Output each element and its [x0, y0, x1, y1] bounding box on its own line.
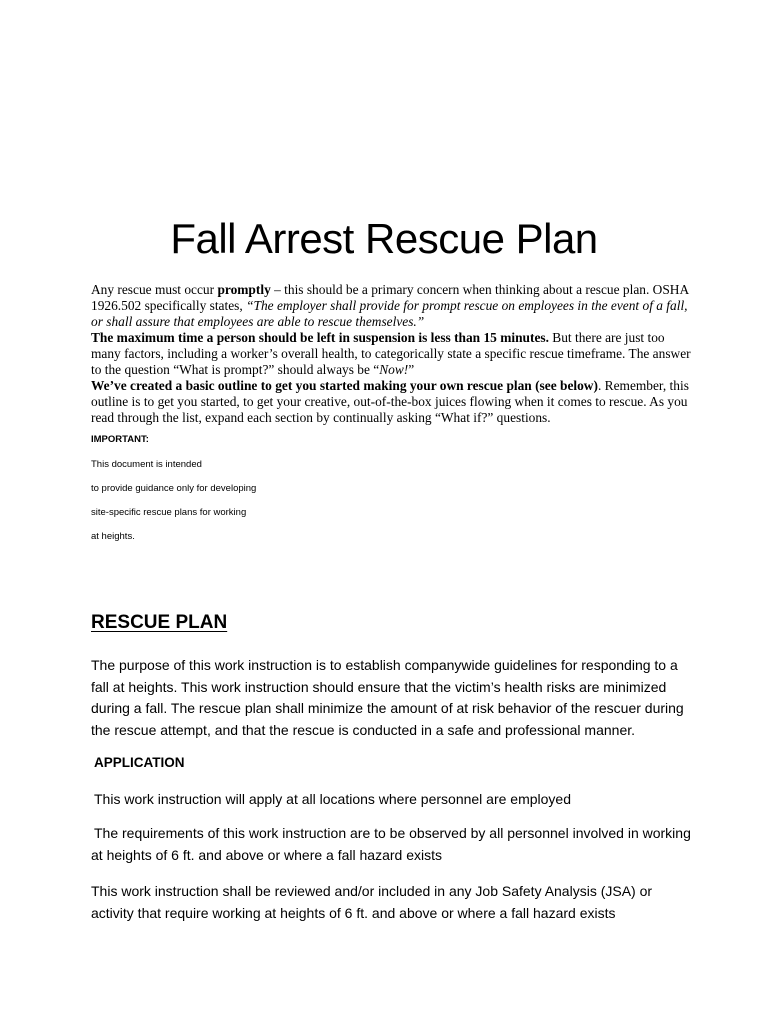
intro-p2-bold-1: The maximum time a person should be left in suspension is less than 15 minutes. — [91, 330, 549, 345]
application-heading: APPLICATION — [94, 755, 185, 770]
important-line: This document is intended — [91, 459, 202, 470]
intro-p2-text-1: But there are just too many factors, including a worker’s overall health, to categorically state a specific rescue timeframe. The answer to the question “What is prompt?” should always be “ — [91, 330, 691, 377]
application-paragraph-1: This work instruction will apply at all locations where personnel are employed — [94, 791, 572, 807]
intro-p3-text-1: . Remember, this outline is to get you started, to get your creative, out-of-the-box juices flowing when it comes to rescue. As you read through the list, expand each section by continually asking “What if?” questions. — [91, 378, 689, 425]
application-paragraph-2-block — [91, 823, 691, 866]
intro-p1-text-2: – this should be a primary concern when thinking about a rescue plan. OSHA 1926.502 specifically states, — [91, 282, 689, 313]
intro-paragraph-2 — [91, 330, 691, 378]
intro-section — [91, 282, 691, 426]
document-title: Fall Arrest Rescue Plan — [170, 215, 598, 262]
important-line: to provide guidance only for developing — [91, 483, 257, 494]
intro-p1-italic-1: “The employer shall provide for prompt rescue on employees in the event of a fall, or shall assure that employees are able to rescue themselves.” — [91, 298, 688, 329]
intro-p2-text-2: ” — [408, 362, 415, 377]
intro-paragraph-3 — [91, 378, 691, 426]
intro-paragraph-1 — [91, 282, 691, 330]
application-paragraph-1-block — [94, 789, 694, 811]
application-paragraph-3: This work instruction shall be reviewed and/or included in any Job Safety Analysis (JSA) or activity that require working at heights of 6 ft. and above or where a fall hazard exists — [91, 883, 653, 921]
important-line: site-specific rescue plans for working — [91, 507, 247, 518]
important-heading: IMPORTANT: — [91, 434, 149, 445]
rescue-plan-heading: RESCUE PLAN — [91, 612, 228, 633]
application-paragraph-2: The requirements of this work instruction are to be observed by all personnel involved in working at heights of 6 ft. and above or where a fall hazard exists — [91, 825, 691, 863]
intro-p1-bold-1: promptly — [217, 282, 271, 297]
intro-p1-text-1: Any rescue must occur — [91, 282, 218, 297]
important-line: at heights. — [91, 531, 135, 542]
intro-p3-bold-1: We’ve created a basic outline to get you started making your own rescue plan (see below) — [91, 378, 598, 393]
intro-p2-italic-1: Now! — [379, 362, 409, 377]
rescue-plan-purpose — [91, 655, 691, 741]
application-paragraph-3-block — [91, 881, 691, 924]
purpose-paragraph: The purpose of this work instruction is to establish companywide guidelines for responding to a fall at heights. This work instruction should ensure that the victim’s health risks are minimized during a fall. The rescue plan shall minimize the amount of at risk behavior of the rescuer during the rescue attempt, and that the rescue is conducted in a safe and professional manner. — [91, 657, 684, 738]
